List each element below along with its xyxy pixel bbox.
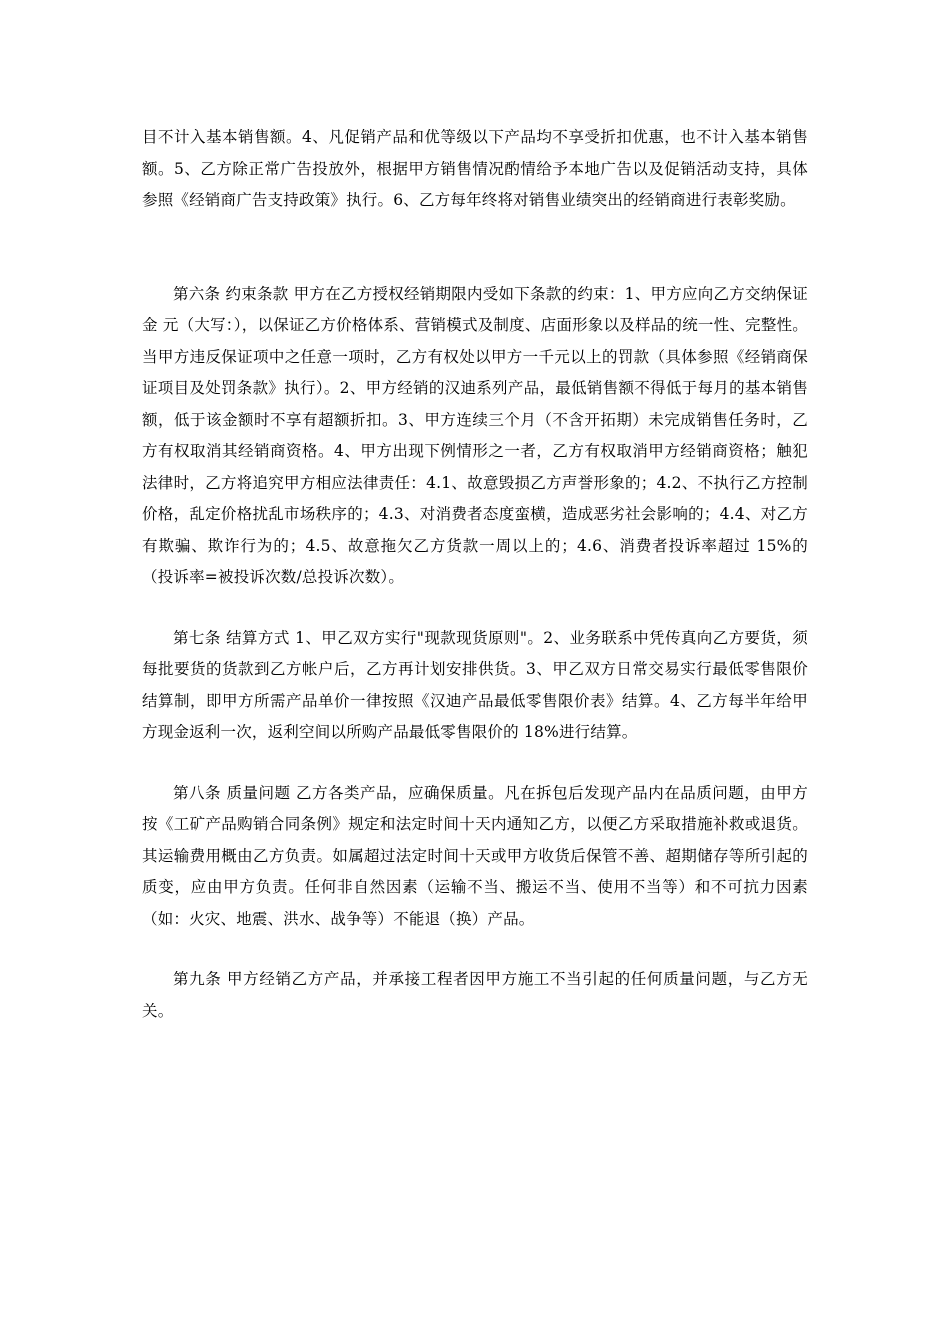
paragraph-article-8: 第八条 质量问题 乙方各类产品，应确保质量。凡在拆包后发现产品内在品质问题，由甲方按《工矿产品购销合同条例》规定和法定时间十天内通知乙方，以便乙方采取措施补救或退货。其运输费用概由乙方负责。如属超过法定时间十天或甲方收货后保管不善、超期储存等所引起的质变，应由甲方负责。任何非自然因素（运输不当、搬运不当、使用不当等）和不可抗力因素（如：火灾、地震、洪水、战争等）不能退（换）产品。 — [142, 783, 808, 928]
paragraph-article-6: 第六条 约束条款 甲方在乙方授权经销期限内受如下条款的约束：1、甲方应向乙方交纳保证金 元（大写：），以保证乙方价格体系、营销模式及制度、店面形象以及样品的统一性、完整性。当甲方违反保证项中之任意一项时，乙方有权处以甲方一千元以上的罚款（具体参照《经销商保证项目及处罚条款》执行）。2、甲方经销的汉迪系列产品，最低销售额不得低于每月的基本销售额，低于该金额时不享有超额折扣。3、甲方连续三个月（不含开拓期）未完成销售任务时，乙方有权取消其经销商资格。4、甲方出现下例情形之一者，乙方有权取消甲方经销商资格；触犯法律时，乙方将追究甲方相应法律责任：4.1、故意毁损乙方声誉形象的；4.2、不执行乙方控制价格，乱定价格扰乱市场秩序的；4.3、对消费者态度蛮横，造成恶劣社会影响的；4.4、对乙方有欺骗、欺诈行为的；4.5、故意拖欠乙方货款一周以上的；4.6、消费者投诉率超过 15%的（投诉率=被投诉次数/总投诉次数）。 — [142, 284, 808, 586]
paragraph-article-9: 第九条 甲方经销乙方产品，并承接工程者因甲方施工不当引起的任何质量问题，与乙方无关。 — [142, 970, 808, 1020]
paragraph-continuation: 目不计入基本销售额。4、凡促销产品和优等级以下产品均不享受折扣优惠，也不计入基本销售额。5、乙方除正常广告投放外，根据甲方销售情况酌情给予本地广告以及促销活动支持，具体参照《经销商广告支持政策》执行。6、乙方每年终将对销售业绩突出的经销商进行表彰奖励。 — [142, 128, 808, 209]
document-page — [142, 122, 808, 1027]
paragraph-article-7: 第七条 结算方式 1、甲乙双方实行"现款现货原则"。2、业务联系中凭传真向乙方要货，须每批要货的货款到乙方帐户后，乙方再计划安排供货。3、甲乙双方日常交易实行最低零售限价结算制，即甲方所需产品单价一律按照《汉迪产品最低零售限价表》结算。4、乙方每半年给甲方现金返利一次，返利空间以所购产品最低零售限价的 18%进行结算。 — [142, 628, 808, 741]
